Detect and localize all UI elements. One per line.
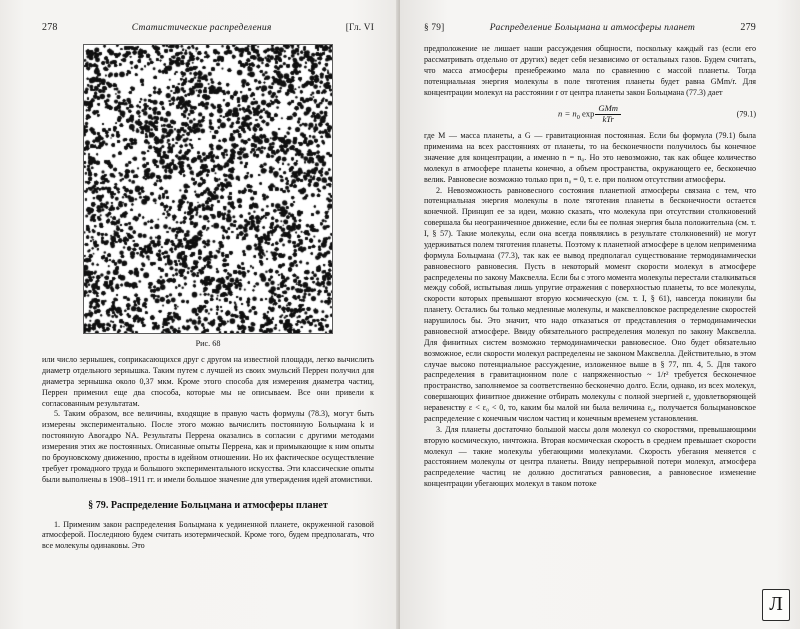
section-heading: § 79. Распределение Больцмана и атмосферы планет (88, 499, 328, 511)
brownian-particle-distribution-photo (84, 45, 332, 333)
paragraph: или число зернышек, соприкасающихся друг с другом на известной площади, легко вычислить диаметр отдельного зернышка. Таким путем с лучшей из своих эмульсий Перрен получил для диаметра зернышка около 0,37 мкм. Кроме этого способа для измерения диаметра частиц, Перрен применил еще два способа, которые мы не описываем. Все они привели к согласованным результатам. (42, 355, 374, 408)
right-page-number: 279 (740, 22, 756, 33)
figure-image-frame (83, 44, 333, 334)
paragraph: 2. Невозможность равновесного состояния планетной атмосферы связана с тем, что потенциальная энергия молекулы в поле тяготения планеты в бесконечности остается конечной. Принцип ее за идеи, можно сказать, что молекула при отсутствии столкновений совершала бы неограниченное движение, если бы ее полная энергия была положительна (см. т. I, § 57). Такие молекулы, если она всегда появлялись в результате столкновений) не могут удерживаться полем тяготения планеты. Поэтому к планетной атмосфере в целом неприменима формула Больцмана (77.3), так как ее вывод предполагал существование термодинамически равновесного равновесия. Пусть в некоторый момент скорости молекул в атмосфере распределены по закону Максвелла. Если бы с этого момента молекулы перестали сталкиваться между собой, испытывая лишь упругие отражения с поверхностью планеты, то все молекулы, скорости которых превышают вторую космическую (см. т. I, § 61), навсегда покинули бы планету. Остались бы только медленные молекулы, и максвелловское распределение скоростей нарушилось бы. Это значит, что надо отказаться от представления о термодинамически равновесной атмосфере. Ввиду обязательного распределения молекул по закону Максвелла. Для финитных систем возможно термодинамически равновесное. Оно будет обязательно возможное, если скорости молекул распределены не законом Максвелла. Действительно, в этом случае высоко потенциальное рассуждение, изложенное выше в § 77, пп. 4, 5. Для такого распределения в гравитационном поле с напряженностью ~ 1/r² требуется бесконечное пространство, заполняемое за соответственно бесконечно долго. Если, однако, из всех молекул, совершающих финитное движение отбирать молекулы с полной энергией ε, удовлетворяющей неравенству ε < ε₀ < 0, то, каким бы малой ни была величина ε₀, получается больцмановское распределение с конечным числом частиц и конечным временем установления. (424, 185, 756, 423)
right-column-text (424, 44, 756, 490)
formula-79-1 (424, 104, 756, 125)
paragraph: где M — масса планеты, а G — гравитационная постоянная. Если бы формула (79.1) была применима на всех расстояниях от планеты, то на бесконечности получилось бы конечное значение для концентрации, а именно n = n₀. Но это невозможно, так как общее количество молекул в атмосфере планеты конечно, а объем пространства, окружающего ее, бесконечно велик. Равновесие возможно только при n₀ = 0, т. е. при полном отсутствии атмосферы. (424, 131, 756, 184)
paragraph: 5. Таким образом, все величины, входящие в правую часть формулы (78.3), могут быть измерены экспериментально. После этого можно вычислить постоянную Больцмана k и постоянную Авогадро NA. Результаты Перрена оказались в согласии с другими методами измерения этих же постоянных. Описанные опыты Перрена, как и примыкающие к ним опыты по броуновскому движению, просты в идейном отношении. Но их фактическое осуществление требует громадного труда и большого экспериментального искусства. Эти классические опыты были выполнены в 1908–1911 гг. и имели большое значение для утверждения идей атомистики. (42, 409, 374, 484)
paragraph: 3. Для планеты достаточно большой массы доля молекул со скоростями, превышающими вторую космическую, ничтожна. Вторая космическая скорость в среднем превышает скорости молекул — такие молекулы убегающими молекулами. Скорость убегания меняется с расстоянием молекулы от центра планеты. Ввиду непрерывной потери молекул, атмосфера распределение частиц не должно достигаться равновесия, а равновесное изменение концентрации убегающих молекул в таком потоке (424, 424, 756, 489)
figure-caption: Рис. 68 (195, 339, 221, 348)
left-column-text (42, 355, 374, 552)
figure-68 (42, 44, 374, 348)
paragraph: 1. Применим закон распределения Больцмана к уединенной планете, окруженной газовой атмосферой. Последнюю будем считать изотермической. Кроме того, будем предполагать, что все молекулы одинаковы. Это (42, 519, 374, 551)
formula-lhs: n = n (558, 108, 577, 119)
left-running-head (42, 22, 374, 33)
right-page (400, 0, 800, 629)
formula-numerator: GMm (595, 104, 621, 115)
formula-fraction (595, 104, 621, 125)
formula-number: (79.1) (736, 109, 756, 119)
right-section-mark: § 79] (424, 23, 445, 33)
right-running-head (424, 22, 756, 33)
formula-denominator: kTr (602, 114, 614, 125)
paragraph: предположение не лишает наши рассуждения общности, поскольку каждый газ (если его рассматривать отдельно от других) ведет себя независимо от остальных газов. Будем считать, что масса атмосферы пренебрежимо мала по сравнению с массой планеты. Тогда потенциальная энергия молекулы в поле тяготения планеты будет равна GMm/r. Для концентрации молекул на расстоянии r от центра планеты закон Больцмана (77.3) дает (424, 44, 756, 97)
right-running-title: Распределение Больцмана и атмосферы планет (489, 22, 695, 33)
formula-exp-label: exp (581, 108, 595, 119)
left-running-title: Статистические распределения (131, 22, 272, 33)
left-chapter-mark: [Гл. VI (345, 23, 374, 33)
formula-lhs-subscript: 0 (576, 114, 580, 122)
publisher-logo: Л (762, 589, 790, 621)
left-page-number: 278 (42, 22, 58, 33)
